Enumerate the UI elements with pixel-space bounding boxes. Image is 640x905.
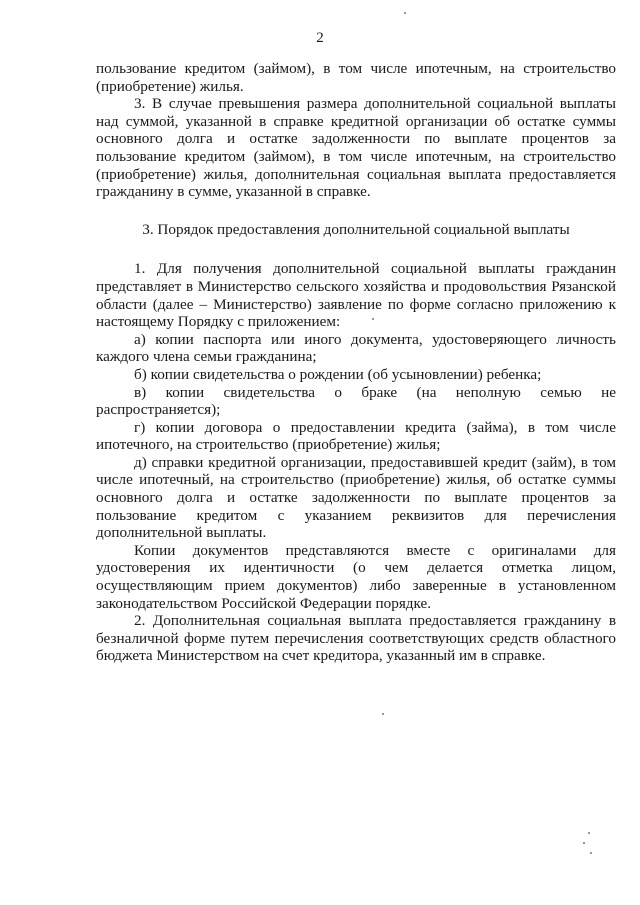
scan-speck bbox=[588, 832, 590, 834]
document-body bbox=[96, 60, 616, 665]
paragraph-copies: Копии документов представляются вместе с оригиналами для удостоверения их идентичности (о чем делается отметка лицом, осуществляющим прием документов) либо заверенные в установленном законодательством Российской Федерации порядке. bbox=[96, 541, 616, 612]
paragraph-item-1: 1. Для получения дополнительной социальной выплаты гражданин представляет в Министерство сельского хозяйства и продовольствия Рязанской области (далее – Министерство) заявление по форме согласно приложению к настоящему Порядку с приложением: bbox=[96, 260, 616, 331]
list-item-g: г) копии договора о предоставлении кредита (займа), в том числе ипотечного, на строительство (приобретение) жилья; bbox=[96, 418, 616, 454]
scan-speck bbox=[404, 12, 406, 14]
list-item-d: д) справки кредитной организации, предоставившей кредит (займ), в том числе ипотечный, на строительство (приобретение) жилья, об остатке суммы основного долга и остатке задолженности по выплате процентов за пользование кредитом с указанием реквизитов для перечисления дополнительной выплаты. bbox=[96, 453, 616, 542]
list-item-a: а) копии паспорта или иного документа, удостоверяющего личность каждого члена семьи гражданина; bbox=[96, 330, 616, 366]
scan-speck bbox=[382, 713, 384, 715]
list-item-v: в) копии свидетельства о браке (на неполную семью не распространяется); bbox=[96, 383, 616, 419]
section-heading: 3. Порядок предоставления дополнительной социальной выплаты bbox=[142, 220, 570, 238]
paragraph-item-3: 3. В случае превышения размера дополнительной социальной выплаты над суммой, указанной в справке кредитной организации об остатке суммы основного долга и остатке задолженности по выплате процентов за пользование кредитом (займом), в том числе ипотечным, на строительство (приобретение) жилья, дополнительная социальная выплата предоставляется гражданину в сумме, указанной в справке. bbox=[96, 95, 616, 201]
scan-speck bbox=[583, 842, 585, 844]
paragraph-item-2: 2. Дополнительная социальная выплата предоставляется гражданину в безналичной форме путем перечисления соответствующих средств областного бюджета Министерством на счет кредитора, указанный им в справке. bbox=[96, 612, 616, 665]
list-item-b: б) копии свидетельства о рождении (об усыновлении) ребенка; bbox=[134, 365, 542, 383]
paragraph-continuation: пользование кредитом (займом), в том числе ипотечным, на строительство (приобретение) жилья. bbox=[96, 60, 616, 95]
page-number: 2 bbox=[316, 30, 324, 46]
scan-speck bbox=[372, 318, 374, 320]
scan-speck bbox=[590, 852, 592, 854]
